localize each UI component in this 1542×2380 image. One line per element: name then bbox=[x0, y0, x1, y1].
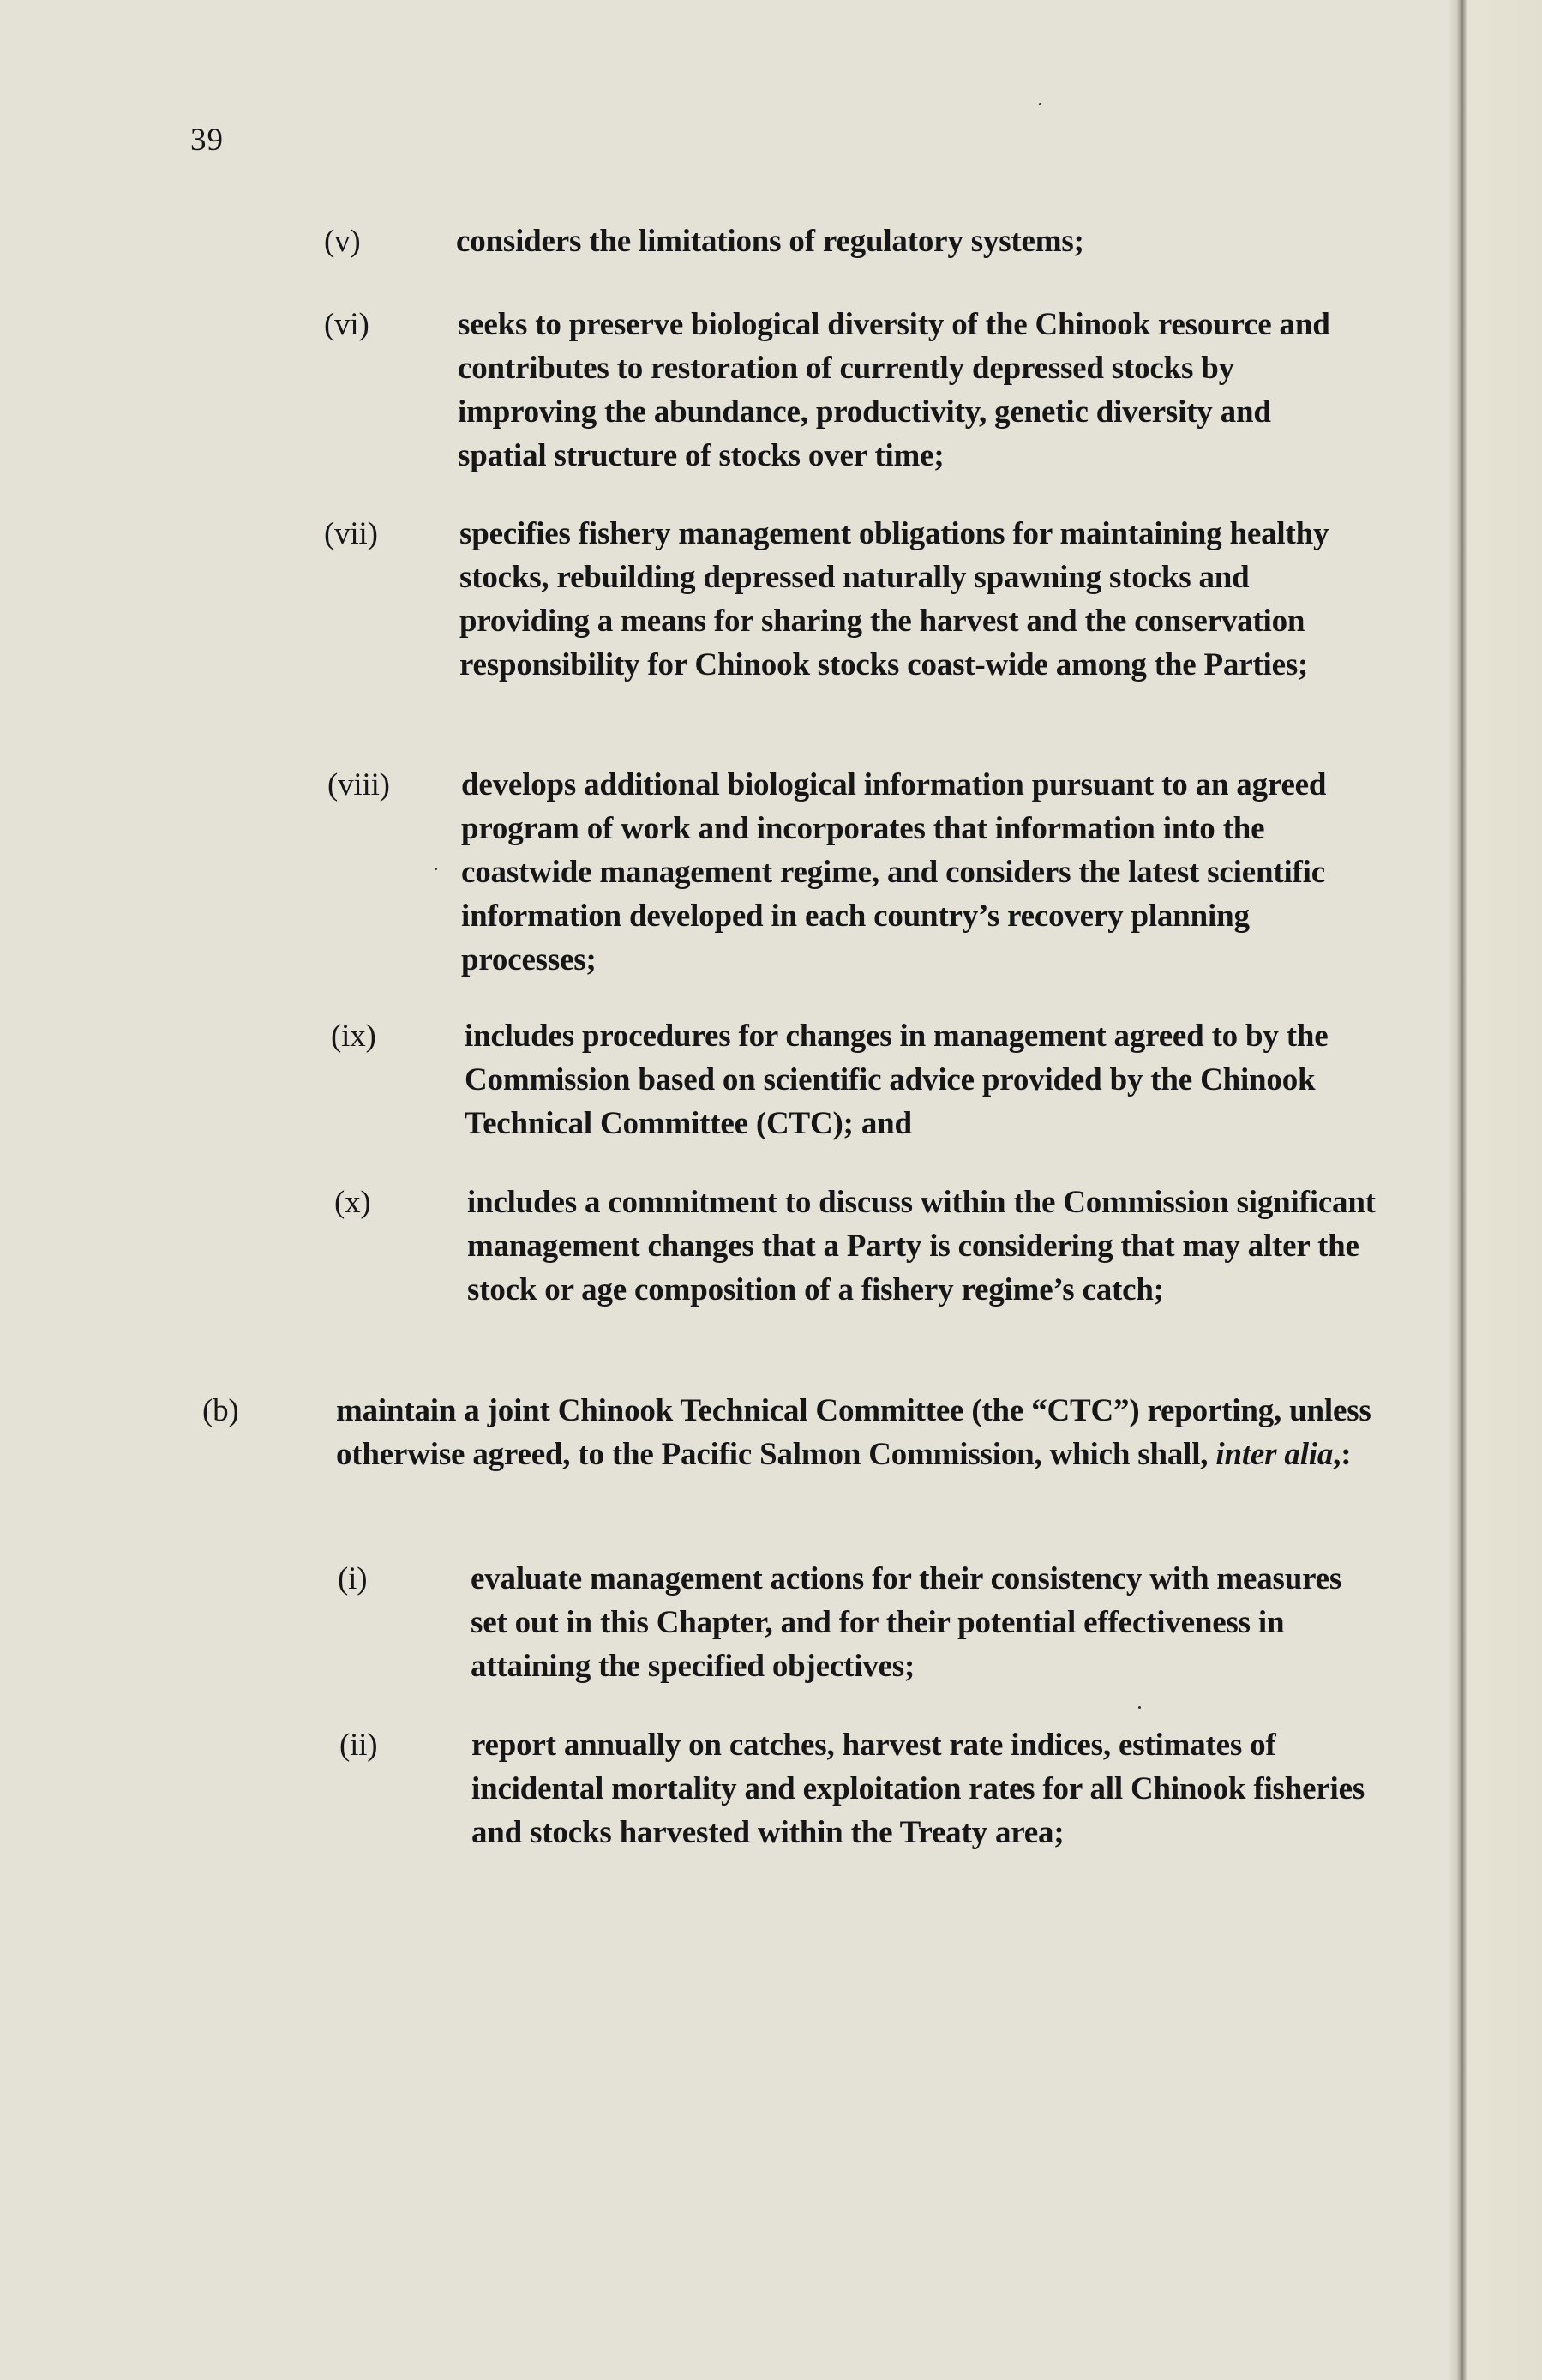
item-text-italic: inter alia bbox=[1215, 1437, 1334, 1472]
ink-speck bbox=[1039, 103, 1041, 105]
item-text: considers the limitations of regulatory systems; bbox=[456, 224, 1084, 259]
item-label: (vi) bbox=[324, 307, 369, 342]
item-text: includes a commitment to discuss within the Commission significant management changes that a Party is considering that may alter the stock or age composition of a fishery regime’s catch; bbox=[467, 1185, 1376, 1307]
page-number: 39 bbox=[190, 123, 224, 158]
item-label: (ix) bbox=[331, 1019, 376, 1054]
item-text: evaluate management actions for their consistency with measures set out in this Chapter, and for their potential effectiveness in attaining the specified objectives; bbox=[471, 1561, 1342, 1684]
item-text: develops additional biological information pursuant to an agreed program of work and incorporates that information into the coastwide management regime, and considers the latest scientific information developed in each country’s recovery planning processes; bbox=[461, 767, 1327, 977]
ink-speck bbox=[435, 868, 437, 870]
item-label: (i) bbox=[338, 1561, 368, 1596]
item-text: seeks to preserve biological diversity of the Chinook resource and contributes to restoration of currently depressed stocks by improving the abundance, productivity, genetic diversity and spatial structure of stocks over time; bbox=[458, 307, 1330, 473]
item-label: (vii) bbox=[324, 516, 378, 551]
ink-speck bbox=[1138, 1706, 1141, 1709]
item-label: (viii) bbox=[327, 767, 390, 802]
item-label: (x) bbox=[334, 1185, 371, 1220]
item-text: report annually on catches, harvest rate indices, estimates of incidental mortality and exploitation rates for all Chinook fisheries and stocks harvested within the Treaty area; bbox=[471, 1728, 1365, 1850]
item-text-tail: ,: bbox=[1333, 1437, 1352, 1472]
item-label: (ii) bbox=[339, 1728, 378, 1763]
item-label: (v) bbox=[324, 224, 361, 259]
item-text: includes procedures for changes in management agreed to by the Commission based on scientific advice provided by the Chinook Technical Committee (CTC); and bbox=[465, 1019, 1329, 1141]
item-text-main: maintain a joint Chinook Technical Committee (the “CTC”) reporting, unless otherwise agreed, to the Pacific Salmon Commission, which shall, bbox=[336, 1393, 1371, 1472]
item-text: specifies fishery management obligations for maintaining healthy stocks, rebuilding depressed naturally spawning stocks and providing a means for sharing the harvest and the conservation responsibility for Chinook stocks coast-wide among the Parties; bbox=[459, 516, 1329, 682]
item-text bbox=[336, 1389, 1373, 1476]
item-label: (b) bbox=[202, 1393, 239, 1428]
